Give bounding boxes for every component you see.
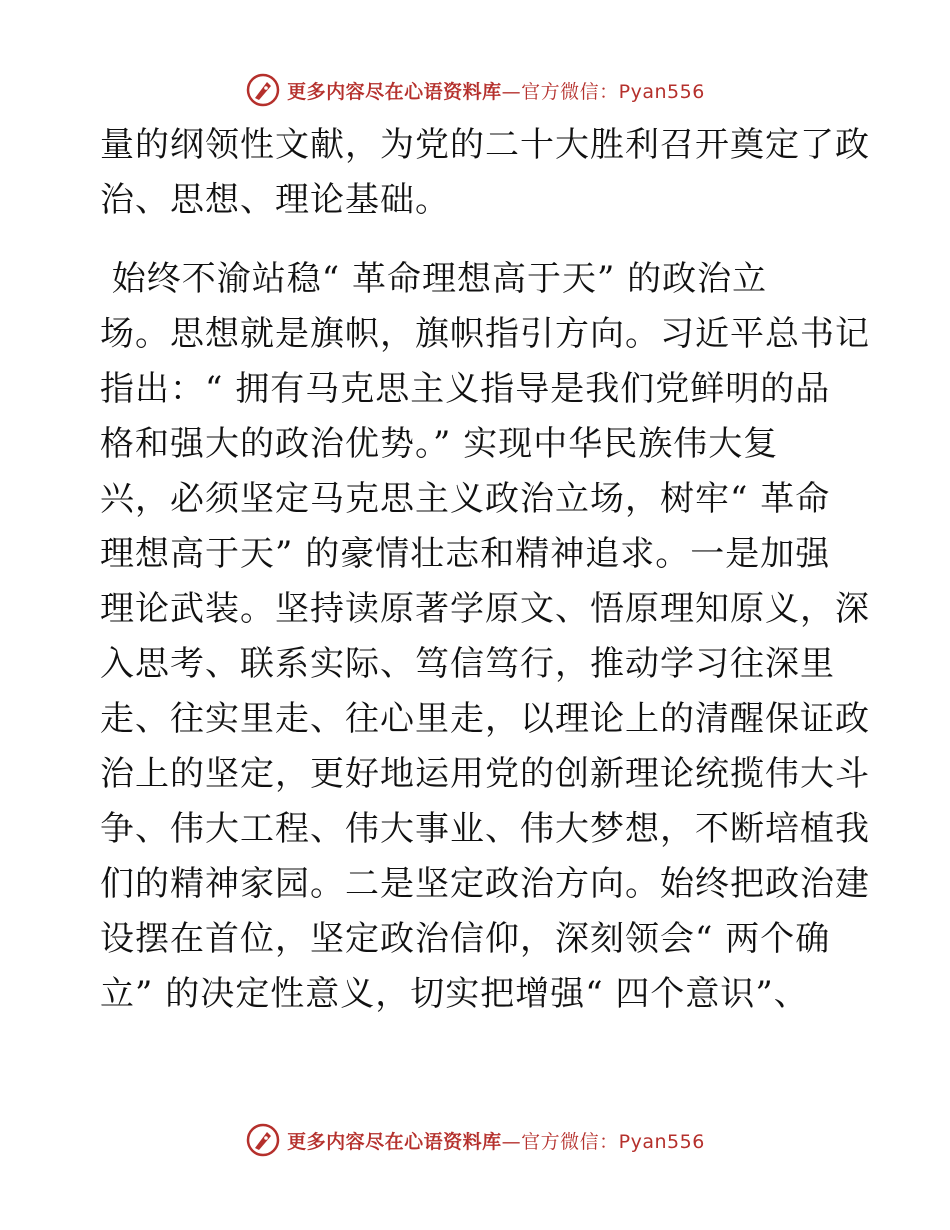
banner-separator: — (501, 80, 522, 103)
text-line: 始终不渝站稳“ 革命理想高于天” 的政治立 (100, 259, 768, 299)
text-line: 格和强大的政治优势。” 实现中华民族伟大复 (100, 424, 779, 464)
paragraph-2 (100, 252, 870, 1022)
text-line: 立” 的决定性意义，切实把增强“ 四个意识”、 (100, 974, 809, 1014)
text-line: 治、思想、理论基础。 (100, 180, 450, 220)
text-line: 理论武装。坚持读原著学原文、悟原理知原义，深 (100, 589, 870, 629)
banner-text (287, 1127, 705, 1154)
text-line: 指出：“ 拥有马克思主义指导是我们党鲜明的品 (100, 369, 831, 409)
footer-banner (0, 1120, 950, 1160)
banner-text (287, 77, 705, 104)
text-line: 设摆在首位，坚定政治信仰，深刻领会“ 两个确 (100, 919, 831, 959)
text-line: 们的精神家园。二是坚定政治方向。始终把政治建 (100, 864, 870, 904)
text-line: 理想高于天” 的豪情壮志和精神追求。一是加强 (100, 534, 831, 574)
banner-main-text: 更多内容尽在心语资料库 (287, 80, 502, 103)
text-line: 兴，必须坚定马克思主义政治立场，树牢“ 革命 (100, 479, 831, 519)
banner-main-text: 更多内容尽在心语资料库 (287, 1130, 502, 1153)
text-line: 量的纲领性文献，为党的二十大胜利召开奠定了政 (100, 125, 870, 165)
text-line: 走、往实里走、往心里走，以理论上的清醒保证政 (100, 699, 870, 739)
pen-nib-logo-icon (245, 72, 281, 108)
banner-wechat-text: 官方微信：Pyan556 (521, 80, 705, 103)
paragraph-1 (100, 118, 870, 228)
header-banner (0, 70, 950, 110)
document-body (100, 118, 870, 1022)
text-line: 场。思想就是旗帜，旗帜指引方向。习近平总书记 (100, 314, 870, 354)
text-line: 争、伟大工程、伟大事业、伟大梦想，不断培植我 (100, 809, 870, 849)
text-line: 治上的坚定，更好地运用党的创新理论统揽伟大斗 (100, 754, 870, 794)
banner-separator: — (501, 1130, 522, 1153)
banner-wechat-text: 官方微信：Pyan556 (521, 1130, 705, 1153)
pen-nib-logo-icon (245, 1122, 281, 1158)
text-line: 入思考、联系实际、笃信笃行，推动学习往深里 (100, 644, 835, 684)
